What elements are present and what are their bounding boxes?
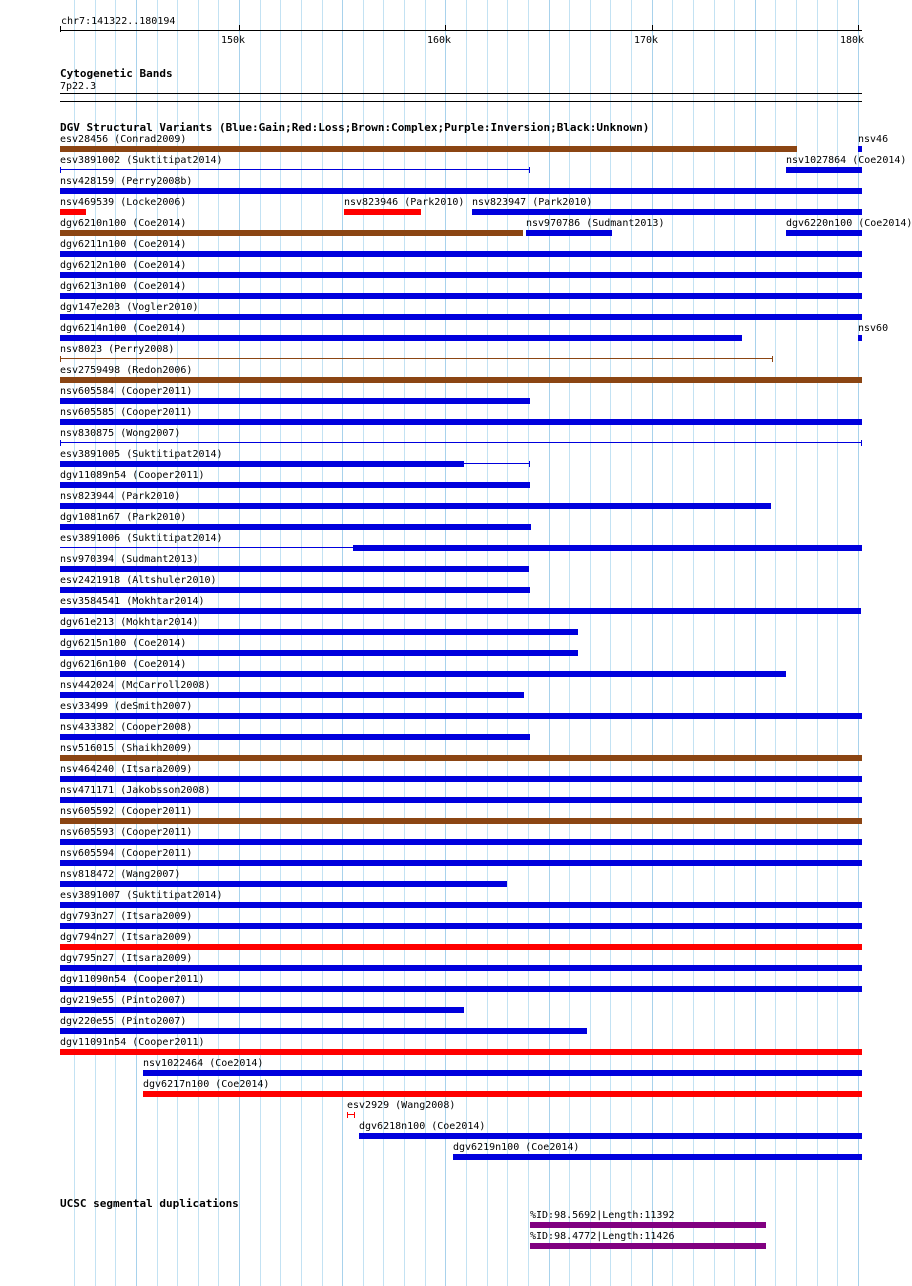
dgv-feature-bar[interactable]	[60, 692, 524, 698]
dgv-feature-label: nsv464240 (Itsara2009)	[60, 764, 193, 775]
ruler-tick	[858, 25, 859, 31]
dgv-feature-bar[interactable]	[60, 272, 862, 278]
dgv-feature-bar[interactable]	[60, 398, 530, 404]
ruler-tick-label: 150k	[221, 35, 246, 46]
ruler-tick	[239, 25, 240, 31]
dgv-feature-bar[interactable]	[526, 230, 612, 236]
dgv-feature-label: dgv11090n54 (Cooper2011)	[60, 974, 205, 985]
dgv-feature-label: dgv6214n100 (Coe2014)	[60, 323, 187, 334]
dgv-feature-end-tick	[347, 1112, 348, 1118]
dgv-feature-label: dgv795n27 (Itsara2009)	[60, 953, 193, 964]
dgv-feature-bar[interactable]	[60, 524, 531, 530]
dgv-feature-label: nsv46	[858, 134, 889, 145]
dgv-feature-bar[interactable]	[60, 587, 530, 593]
dgv-feature-label: dgv6211n100 (Coe2014)	[60, 239, 187, 250]
dgv-feature-bar[interactable]	[786, 167, 862, 173]
segdup-feature-label: %ID:98.5692|Length:11392	[530, 1210, 675, 1221]
ruler-tick-label: 180k	[840, 35, 865, 46]
dgv-feature-bar[interactable]	[60, 818, 862, 824]
dgv-feature-bar[interactable]	[60, 293, 862, 299]
dgv-feature-label: nsv605594 (Cooper2011)	[60, 848, 193, 859]
ruler-tick	[445, 25, 446, 31]
dgv-feature-bar[interactable]	[60, 377, 862, 383]
segdup-feature-bar[interactable]	[530, 1243, 766, 1249]
dgv-feature-bar[interactable]	[60, 902, 862, 908]
dgv-feature-bar[interactable]	[60, 944, 862, 950]
dgv-feature-bar[interactable]	[60, 442, 862, 443]
dgv-feature-bar[interactable]	[60, 923, 862, 929]
dgv-feature-bar[interactable]	[359, 1133, 862, 1139]
dgv-feature-label: nsv1022464 (Coe2014)	[143, 1058, 264, 1069]
cytoband-line-bottom	[60, 101, 862, 102]
dgv-feature-end-tick	[60, 440, 61, 446]
dgv-feature-label: dgv793n27 (Itsara2009)	[60, 911, 193, 922]
dgv-feature-bar[interactable]	[60, 188, 862, 194]
dgv-feature-bar[interactable]	[143, 1091, 862, 1097]
dgv-feature-label: dgv6218n100 (Coe2014)	[359, 1121, 486, 1132]
cytoband-track-title: Cytogenetic Bands	[60, 67, 173, 80]
dgv-feature-label: nsv823944 (Park2010)	[60, 491, 181, 502]
dgv-feature-label: esv2759498 (Redon2006)	[60, 365, 193, 376]
dgv-feature-label: dgv147e203 (Vogler2010)	[60, 302, 199, 313]
cytoband-line-top	[60, 93, 862, 94]
dgv-feature-label: dgv6212n100 (Coe2014)	[60, 260, 187, 271]
dgv-feature-label: dgv794n27 (Itsara2009)	[60, 932, 193, 943]
dgv-feature-bar[interactable]	[60, 566, 529, 572]
dgv-feature-label: nsv605584 (Cooper2011)	[60, 386, 193, 397]
dgv-feature-bar[interactable]	[60, 986, 862, 992]
dgv-feature-bar[interactable]	[60, 755, 862, 761]
dgv-feature-label: nsv60	[858, 323, 889, 334]
dgv-feature-label: dgv1081n67 (Park2010)	[60, 512, 187, 523]
dgv-feature-bar[interactable]	[60, 1049, 862, 1055]
ruler-position-label: chr7:141322..180194	[61, 16, 176, 27]
dgv-feature-bar[interactable]	[60, 839, 862, 845]
dgv-feature-label: nsv428159 (Perry2008b)	[60, 176, 193, 187]
dgv-feature-label: esv3584541 (Mokhtar2014)	[60, 596, 205, 607]
dgv-feature-bar[interactable]	[60, 1028, 587, 1034]
dgv-feature-bar[interactable]	[60, 965, 862, 971]
dgv-feature-label: dgv6215n100 (Coe2014)	[60, 638, 187, 649]
dgv-feature-end-tick	[772, 356, 773, 362]
dgv-feature-bar[interactable]	[60, 169, 530, 170]
dgv-feature-end-tick	[529, 461, 530, 467]
dgv-feature-bar[interactable]	[60, 1007, 464, 1013]
dgv-feature-bar[interactable]	[60, 797, 862, 803]
dgv-feature-label: nsv823947 (Park2010)	[472, 197, 593, 208]
dgv-feature-label: dgv6217n100 (Coe2014)	[143, 1079, 270, 1090]
dgv-feature-label: dgv219e55 (Pinto2007)	[60, 995, 187, 1006]
segdup-feature-bar[interactable]	[530, 1222, 766, 1228]
dgv-feature-label: nsv970394 (Sudmant2013)	[60, 554, 199, 565]
ruler-line	[60, 30, 862, 31]
dgv-feature-label: esv33499 (deSmith2007)	[60, 701, 193, 712]
dgv-feature-end-tick	[60, 356, 61, 362]
dgv-feature-bar[interactable]	[60, 358, 773, 359]
dgv-feature-bar[interactable]	[60, 335, 742, 341]
dgv-feature-label: nsv605585 (Cooper2011)	[60, 407, 193, 418]
dgv-feature-label: esv28456 (Conrad2009)	[60, 134, 187, 145]
dgv-feature-bar[interactable]	[60, 314, 862, 320]
dgv-feature-end-tick	[861, 440, 862, 446]
dgv-feature-bar[interactable]	[344, 209, 421, 215]
dgv-feature-bar[interactable]	[60, 209, 86, 215]
dgv-feature-bar[interactable]	[60, 671, 786, 677]
dgv-feature-label: nsv516015 (Shaikh2009)	[60, 743, 193, 754]
dgv-track-title: DGV Structural Variants (Blue:Gain;Red:Loss;Brown:Complex;Purple:Inversion;Black:Unknown)	[60, 121, 650, 134]
dgv-feature-label: nsv433382 (Cooper2008)	[60, 722, 193, 733]
dgv-feature-label: dgv11089n54 (Cooper2011)	[60, 470, 205, 481]
dgv-feature-bar[interactable]	[60, 776, 862, 782]
dgv-feature-label: dgv61e213 (Mokhtar2014)	[60, 617, 199, 628]
dgv-feature-label: dgv6213n100 (Coe2014)	[60, 281, 187, 292]
dgv-feature-label: dgv220e55 (Pinto2007)	[60, 1016, 187, 1027]
dgv-feature-label: nsv469539 (Locke2006)	[60, 197, 187, 208]
dgv-feature-label: esv3891006 (Suktitipat2014)	[60, 533, 223, 544]
dgv-feature-end-tick	[354, 1112, 355, 1118]
dgv-feature-bar[interactable]	[786, 230, 862, 236]
dgv-feature-label: esv3891002 (Suktitipat2014)	[60, 155, 223, 166]
dgv-feature-label: esv3891007 (Suktitipat2014)	[60, 890, 223, 901]
dgv-feature-label: dgv6219n100 (Coe2014)	[453, 1142, 580, 1153]
dgv-feature-bar[interactable]	[472, 209, 862, 215]
dgv-feature-bar[interactable]	[60, 461, 464, 467]
dgv-feature-label: nsv605593 (Cooper2011)	[60, 827, 193, 838]
dgv-feature-end-tick	[529, 167, 530, 173]
dgv-feature-bar[interactable]	[60, 734, 530, 740]
dgv-feature-label: nsv818472 (Wang2007)	[60, 869, 181, 880]
dgv-feature-bar[interactable]	[60, 482, 530, 488]
dgv-feature-label: nsv471171 (Jakobsson2008)	[60, 785, 211, 796]
dgv-feature-label: dgv6210n100 (Coe2014)	[60, 218, 187, 229]
dgv-feature-label: nsv970786 (Sudmant2013)	[526, 218, 665, 229]
dgv-feature-bar[interactable]	[60, 860, 862, 866]
dgv-feature-end-tick	[60, 167, 61, 173]
ruler-tick	[652, 25, 653, 31]
segdup-feature-label: %ID:98.4772|Length:11426	[530, 1231, 675, 1242]
dgv-feature-bar[interactable]	[60, 881, 507, 887]
dgv-feature-bar[interactable]	[858, 146, 862, 152]
ruler-tick-label: 160k	[427, 35, 452, 46]
dgv-feature-bar[interactable]	[60, 503, 771, 509]
dgv-feature-label: dgv6220n100 (Coe2014)	[786, 218, 912, 229]
dgv-feature-bar[interactable]	[60, 608, 861, 614]
dgv-feature-bar[interactable]	[60, 650, 578, 656]
dgv-feature-label: esv3891005 (Suktitipat2014)	[60, 449, 223, 460]
dgv-feature-label: dgv6216n100 (Coe2014)	[60, 659, 187, 670]
dgv-feature-label: esv2421918 (Altshuler2010)	[60, 575, 217, 586]
segdup-track-title: UCSC segmental duplications	[60, 1197, 239, 1210]
dgv-feature-label: nsv605592 (Cooper2011)	[60, 806, 193, 817]
dgv-feature-label: nsv823946 (Park2010)	[344, 197, 465, 208]
dgv-feature-bar[interactable]	[60, 251, 862, 257]
dgv-feature-label: nsv830875 (Wong2007)	[60, 428, 181, 439]
dgv-feature-label: nsv1027864 (Coe2014)	[786, 155, 907, 166]
dgv-feature-bar[interactable]	[60, 230, 523, 236]
dgv-feature-label: dgv11091n54 (Cooper2011)	[60, 1037, 205, 1048]
dgv-feature-label: nsv8023 (Perry2008)	[60, 344, 175, 355]
ruler-start-tick	[60, 26, 61, 32]
dgv-feature-bar[interactable]	[858, 335, 862, 341]
dgv-feature-bar[interactable]	[453, 1154, 862, 1160]
dgv-feature-bar[interactable]	[353, 545, 862, 551]
cytoband-label: 7p22.3	[60, 81, 97, 92]
dgv-feature-label: nsv442024 (McCarroll2008)	[60, 680, 211, 691]
dgv-feature-bar[interactable]	[60, 419, 862, 425]
dgv-feature-bar[interactable]	[60, 629, 578, 635]
dgv-feature-bar[interactable]	[60, 146, 797, 152]
dgv-feature-bar[interactable]	[143, 1070, 862, 1076]
dgv-feature-bar[interactable]	[60, 713, 862, 719]
ruler-tick-label: 170k	[634, 35, 659, 46]
dgv-feature-label: esv2929 (Wang2008)	[347, 1100, 456, 1111]
